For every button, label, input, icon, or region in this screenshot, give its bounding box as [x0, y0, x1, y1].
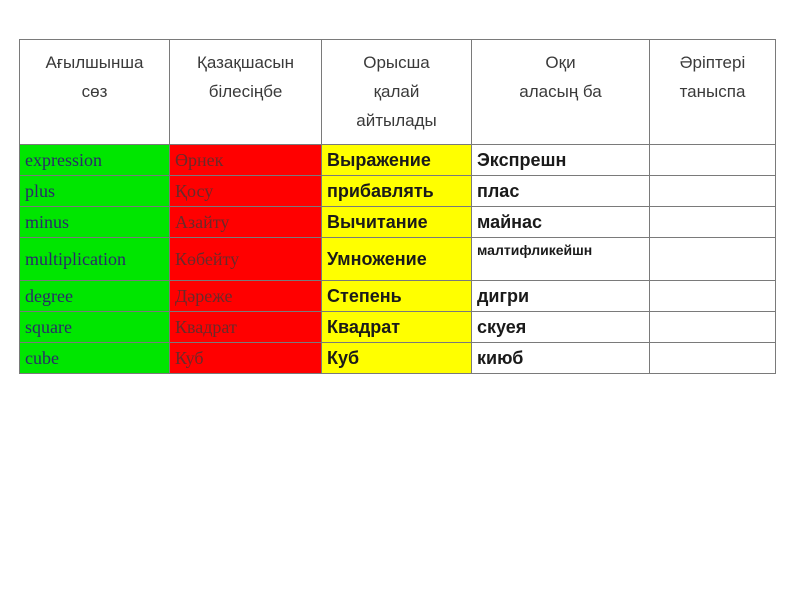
- cell-english: minus: [20, 207, 170, 238]
- cell-kazakh: Өрнек: [170, 145, 322, 176]
- cell-english: cube: [20, 343, 170, 374]
- cell-letters: [650, 312, 776, 343]
- cell-kazakh: Квадрат: [170, 312, 322, 343]
- cell-russian: Куб: [322, 343, 472, 374]
- cell-kazakh: Дәреже: [170, 281, 322, 312]
- table-row: [20, 312, 776, 343]
- table-row: [20, 238, 776, 281]
- table-row: [20, 145, 776, 176]
- cell-english: plus: [20, 176, 170, 207]
- cell-kazakh: Көбейту: [170, 238, 322, 281]
- table-row: [20, 281, 776, 312]
- cell-letters: [650, 281, 776, 312]
- header-russian: Орысша қалай айтылады: [322, 40, 472, 145]
- header-kazakh: Қазақшасын білесіңбе: [170, 40, 322, 145]
- header-english-word: Ағылшынша сөз: [20, 40, 170, 145]
- table-row: [20, 343, 776, 374]
- cell-reading: малтифликейшн: [472, 238, 650, 281]
- cell-russian: Квадрат: [322, 312, 472, 343]
- table-row: [20, 207, 776, 238]
- cell-reading: скуея: [472, 312, 650, 343]
- header-row: [20, 40, 776, 145]
- cell-kazakh: Куб: [170, 343, 322, 374]
- cell-russian: Умножение: [322, 238, 472, 281]
- cell-reading: майнас: [472, 207, 650, 238]
- cell-russian: Выражение: [322, 145, 472, 176]
- header-letters: Әріптері таныспа: [650, 40, 776, 145]
- cell-english: multiplication: [20, 238, 170, 281]
- cell-reading: плас: [472, 176, 650, 207]
- cell-reading: Экспрешн: [472, 145, 650, 176]
- header-can-read: Оқи аласың ба: [472, 40, 650, 145]
- cell-reading: киюб: [472, 343, 650, 374]
- cell-letters: [650, 343, 776, 374]
- cell-russian: прибавлять: [322, 176, 472, 207]
- cell-letters: [650, 145, 776, 176]
- cell-english: square: [20, 312, 170, 343]
- cell-letters: [650, 176, 776, 207]
- cell-kazakh: Азайту: [170, 207, 322, 238]
- cell-letters: [650, 207, 776, 238]
- cell-russian: Вычитание: [322, 207, 472, 238]
- cell-english: expression: [20, 145, 170, 176]
- vocabulary-table: [19, 39, 776, 374]
- table-row: [20, 176, 776, 207]
- cell-english: degree: [20, 281, 170, 312]
- cell-letters: [650, 238, 776, 281]
- cell-russian: Степень: [322, 281, 472, 312]
- cell-kazakh: Қосу: [170, 176, 322, 207]
- cell-reading: дигри: [472, 281, 650, 312]
